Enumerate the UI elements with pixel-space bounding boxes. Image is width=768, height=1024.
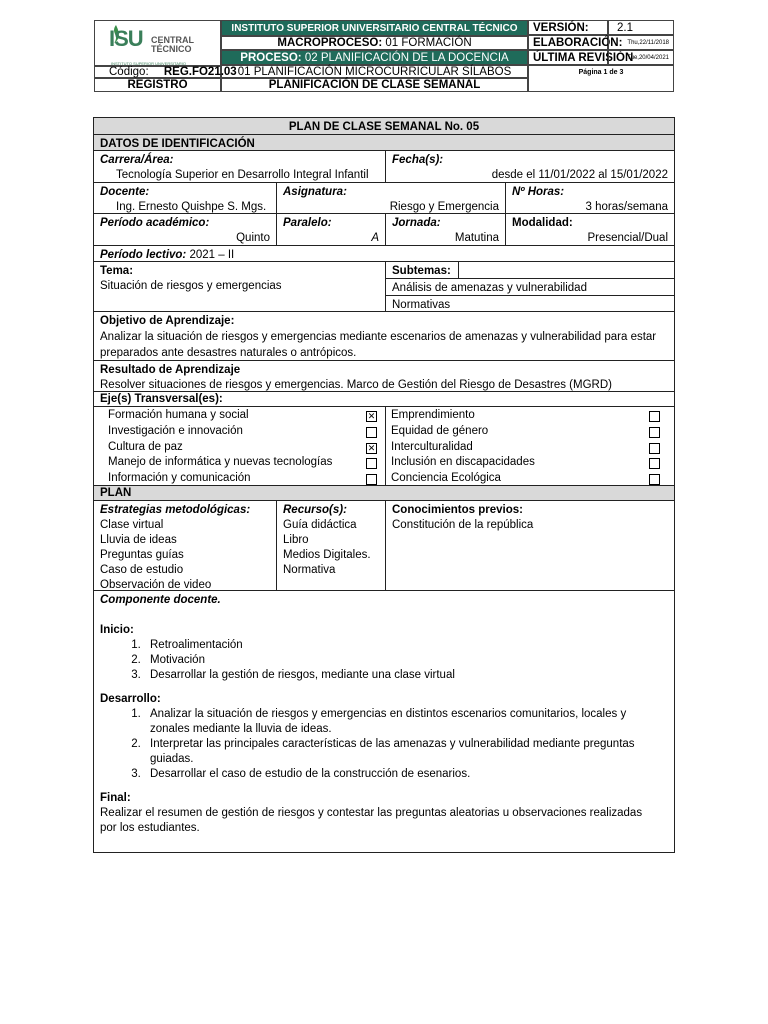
registro: REGISTRO: [94, 78, 221, 92]
horas-value: 3 horas/semana: [585, 201, 668, 213]
objetivo-cell: [93, 311, 675, 361]
eje-label: Cultura de paz: [108, 440, 183, 453]
subtemas-label: Subtemas:: [385, 261, 459, 279]
plan-title: PLAN DE CLASE SEMANAL No. 05: [93, 117, 675, 135]
estrategia-item: Observación de video: [100, 579, 212, 591]
periodo-label: Período académico:: [100, 217, 210, 229]
periodo-value: Quinto: [236, 232, 270, 244]
list-item: 3. Desarrollar la gestión de riesgos, mediante una clase virtual: [144, 668, 668, 683]
paralelo-cell: [276, 213, 386, 246]
recursos-cell: [276, 500, 386, 591]
estrategia-item: Preguntas guías: [100, 549, 184, 561]
desarrollo-list: [100, 707, 668, 782]
carrera-cell: [93, 150, 386, 183]
logo-tecnico-text: TÉCNICO: [151, 44, 192, 54]
eje-item: [386, 455, 674, 470]
lectivo-label: Período lectivo:: [100, 249, 187, 261]
final-value: Realizar el resumen de gestión de riesgos y contestar las preguntas aleatorias u observaciones realizadas por los estudiantes.: [100, 807, 643, 834]
eje-label: Inclusión en discapacidades: [391, 456, 535, 469]
list-item: 1. Retroalimentación: [144, 638, 668, 653]
docente-value: Ing. Ernesto Quishpe S. Mgs.: [116, 201, 267, 213]
estrategias-cell: [93, 500, 277, 591]
eje-label: Interculturalidad: [391, 440, 473, 453]
fechas-value: desde el 11/01/2022 al 15/01/2022: [491, 169, 668, 181]
list-item: 2. Interpretar las principales características de las amenazas y vulnerabilidad mediante preguntas guiadas.: [144, 737, 638, 767]
componente-label: Componente docente.: [100, 594, 221, 606]
checkbox-icon[interactable]: [366, 474, 377, 485]
desarrollo-label: Desarrollo:: [100, 693, 161, 705]
eje-item: [94, 424, 385, 439]
subtemas-empty: [458, 261, 675, 279]
eje-item: [94, 408, 385, 423]
codigo-value: REG.FO21.03: [163, 66, 237, 78]
eje-item: [94, 455, 385, 470]
plan-heading: PLAN: [93, 485, 675, 501]
logo-isu-text: ISU: [109, 26, 143, 51]
lectivo-value: 2021 – II: [189, 249, 235, 261]
estrategias-label: Estrategias metodológicas:: [100, 504, 251, 516]
eje-item: [386, 424, 674, 439]
subproceso: 01 PLANIFICACIÓN MICROCURRICULAR SÍLABOS: [221, 65, 528, 78]
recurso-item: Medios Digitales.: [283, 549, 371, 561]
inicio-label: Inicio:: [100, 624, 134, 636]
planificacion-title: PLANIFICACIÓN DE CLASE SEMANAL: [221, 78, 528, 92]
version-value: 2.1: [608, 20, 674, 35]
recurso-item: Guía didáctica: [283, 519, 357, 531]
proceso: [221, 50, 528, 65]
list-item: 2. Motivación: [144, 653, 668, 668]
resultado-value: Resolver situaciones de riesgos y emergencias. Marco de Gestión del Riesgo de Desastres (MGRD): [100, 379, 612, 391]
paralelo-value: A: [371, 232, 379, 244]
resultado-cell: [93, 360, 675, 392]
page-number: Página 1 de 3: [528, 65, 674, 92]
tema-value: Situación de riesgos y emergencias: [100, 280, 282, 292]
datos-heading: DATOS DE IDENTIFICACIÓN: [93, 134, 675, 151]
eje-label: Investigación e innovación: [108, 424, 243, 437]
resultado-label: Resultado de Aprendizaje: [100, 364, 241, 376]
tema-label: Tema:: [100, 265, 134, 277]
eje-label: Formación humana y social: [108, 409, 249, 421]
modalidad-value: Presencial/Dual: [587, 232, 668, 244]
checkbox-icon[interactable]: [649, 411, 660, 422]
codigo-label: Código:: [109, 66, 149, 78]
elaboracion-label: ELABORACIÓN:: [528, 35, 608, 50]
revision-label: ÚLTIMA REVISIÓN: [528, 50, 608, 65]
revision-value: Tue,20/04/2021: [608, 50, 674, 65]
recurso-item: Normativa: [283, 564, 336, 576]
subtema-2: Normativas: [385, 295, 675, 312]
inicio-list: [100, 638, 668, 683]
version-label: VERSIÓN:: [528, 20, 608, 35]
lectivo-cell: [93, 245, 675, 262]
horas-label: Nº Horas:: [512, 186, 565, 198]
jornada-value: Matutina: [454, 232, 499, 244]
recursos-label: Recurso(s):: [283, 504, 347, 516]
eje-label: Emprendimiento: [391, 409, 475, 421]
objetivo-label: Objetivo de Aprendizaje:: [100, 315, 235, 327]
eje-item: [386, 471, 674, 486]
proceso-value: 02 PLANIFICACIÓN DE LA DOCENCIA: [304, 52, 509, 64]
subtema-1: Análisis de amenazas y vulnerabilidad: [385, 278, 675, 296]
institute-name: INSTITUTO SUPERIOR UNIVERSITARIO CENTRAL TÉCNICO: [221, 20, 528, 36]
eje-item: [386, 408, 674, 423]
checkbox-icon[interactable]: [649, 458, 660, 469]
ejes-right: [385, 406, 675, 486]
checkbox-icon[interactable]: [649, 474, 660, 485]
eje-label: Conciencia Ecológica: [391, 472, 501, 485]
checkbox-icon[interactable]: [649, 427, 660, 438]
jornada-cell: [385, 213, 506, 246]
horas-cell: [505, 182, 675, 214]
jornada-label: Jornada:: [392, 217, 441, 229]
modalidad-label: Modalidad:: [512, 217, 573, 229]
objetivo-value: Analizar la situación de riesgos y emergencias mediante escenarios de amenazas y vulnerabilidad para estar preparados ante desastres naturales o antrópicos.: [100, 331, 657, 359]
fechas-label: Fecha(s):: [392, 154, 444, 166]
macroproceso: [221, 36, 528, 50]
elaboracion-value: Thu,22/11/2018: [608, 35, 674, 50]
asignatura-cell: [276, 182, 506, 214]
list-item: 3. Desarrollar el caso de estudio de la construcción de esenarios.: [144, 767, 638, 782]
checkbox-icon[interactable]: [649, 443, 660, 454]
docente-label: Docente:: [100, 186, 150, 198]
estrategia-item: Caso de estudio: [100, 564, 184, 576]
proceso-label: PROCESO:: [240, 52, 302, 64]
paralelo-label: Paralelo:: [283, 217, 332, 229]
logo-cell: [94, 20, 221, 66]
logo-central-text: CENTRAL: [151, 35, 194, 45]
eje-label: Información y comunicación: [108, 472, 251, 485]
estrategia-item: Clase virtual: [100, 519, 164, 531]
docente-cell: [93, 182, 277, 214]
carrera-value: Tecnología Superior en Desarrollo Integral Infantil: [116, 169, 369, 181]
ejes-label: Eje(s) Transversal(es):: [93, 391, 675, 407]
carrera-label: Carrera/Área:: [100, 154, 174, 166]
eje-item: [94, 471, 385, 486]
final-label: Final:: [100, 792, 131, 804]
componente-cell: [93, 590, 675, 853]
macroproceso-value: 01 FORMACIÓN: [385, 37, 472, 49]
conocimientos-value: Constitución de la república: [392, 519, 534, 531]
eje-label: Equidad de género: [391, 424, 489, 437]
eje-item: [94, 440, 385, 455]
macroproceso-label: MACROPROCESO:: [277, 37, 383, 49]
recurso-item: Libro: [283, 534, 309, 546]
checkbox-icon[interactable]: [366, 427, 377, 438]
checkbox-checked-icon[interactable]: ✕: [367, 442, 376, 453]
conocimientos-label: Conocimientos previos:: [392, 504, 523, 516]
fechas-cell: [385, 150, 675, 183]
asignatura-label: Asignatura:: [283, 186, 347, 198]
estrategia-item: Lluvia de ideas: [100, 534, 177, 546]
conocimientos-cell: [385, 500, 675, 591]
asignatura-value: Riesgo y Emergencia: [389, 201, 499, 213]
eje-label: Manejo de informática y nuevas tecnologías: [108, 456, 333, 469]
tema-cell: [93, 261, 386, 312]
modalidad-cell: [505, 213, 675, 246]
periodo-cell: [93, 213, 277, 246]
list-item: 1. Analizar la situación de riesgos y emergencias en distintos escenarios comunitarios, locales y zonales mediante la lluvia de ideas.: [144, 707, 638, 737]
codigo: [94, 66, 237, 78]
checkbox-checked-icon[interactable]: ✕: [367, 411, 376, 421]
checkbox-icon[interactable]: [366, 458, 377, 469]
ejes-left: [93, 406, 386, 486]
eje-item: [386, 440, 674, 455]
logo-subtitle: INSTITUTO SUPERIOR UNIVERSITARIO: [111, 61, 186, 66]
